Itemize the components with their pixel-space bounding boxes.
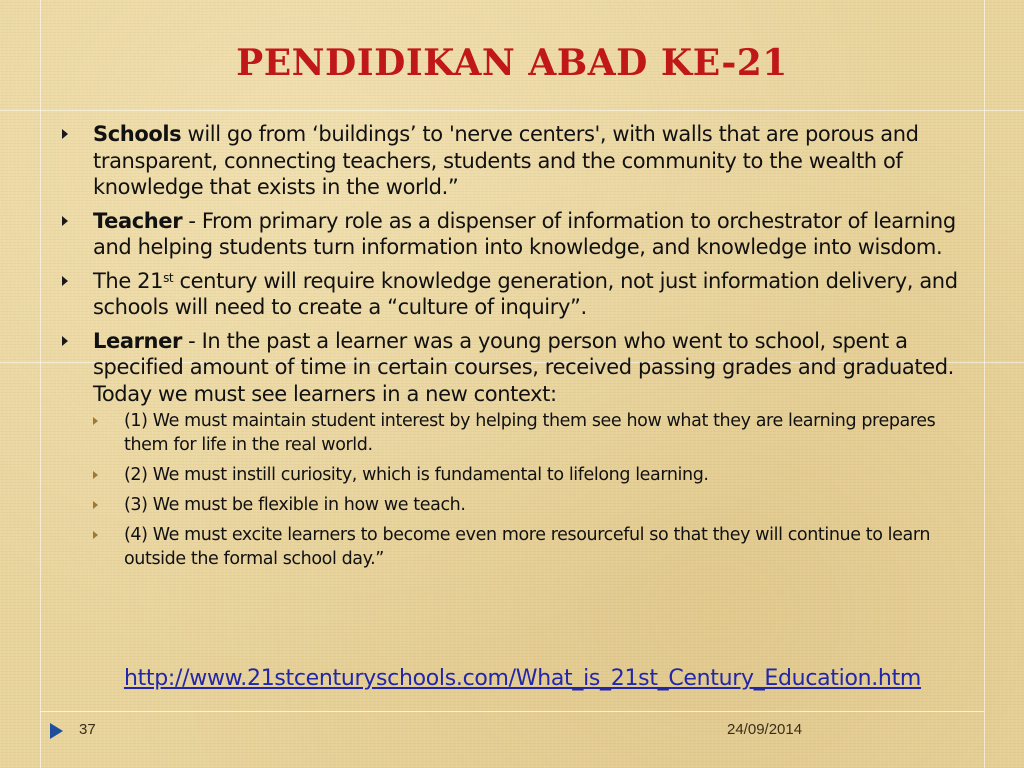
triangle-right-icon xyxy=(62,216,68,226)
background-gridline xyxy=(40,0,41,768)
learner-sublist xyxy=(93,409,972,571)
bullet-text: - In the past a learner was a young person who went to school, spent a specified amount of time in certain courses, received passing grades and graduated. Today we must see learners in a new context: xyxy=(93,328,954,406)
source-link[interactable]: http://www.21stcenturyschools.com/What_is_21st_Century_Education.htm xyxy=(123,666,922,691)
bullet-21st-century xyxy=(62,268,972,321)
sub-bullet-text: (3) We must be flexible in how we teach. xyxy=(124,495,466,515)
slide-date: 24/09/2014 xyxy=(727,721,803,738)
page-number: 37 xyxy=(79,721,96,738)
triangle-right-icon xyxy=(62,336,68,346)
sub-bullet-1 xyxy=(93,409,972,457)
bullet-text-prefix: The 21 xyxy=(93,268,164,293)
bullet-keyword: Schools xyxy=(93,122,182,146)
triangle-right-icon xyxy=(93,531,98,539)
sub-bullet-text: (4) We must excite learners to become even more resourceful so that they will continue to learn outside the formal school day.” xyxy=(124,525,931,569)
bullet-text: century will require knowledge generation, not just information delivery, and schools will need to create a “culture of inquiry”. xyxy=(93,268,958,319)
bullet-text: will go from ‘buildings’ to 'nerve centers', with walls that are porous and transparent, connecting teachers, students and the community to the wealth of knowledge that exists in the world.” xyxy=(93,122,919,199)
triangle-right-icon xyxy=(93,417,98,425)
footer-divider xyxy=(40,711,984,712)
sub-bullet-text: (2) We must instill curiosity, which is fundamental to lifelong learning. xyxy=(124,465,709,485)
bullet-schools xyxy=(62,121,972,201)
bullet-list xyxy=(62,121,972,577)
background-gridline xyxy=(0,110,1024,111)
bullet-text: - From primary role as a dispenser of information to orchestrator of learning and helping students turn information into knowledge, and knowledge into wisdom. xyxy=(93,208,956,259)
background-gridline xyxy=(984,0,985,768)
triangle-right-icon xyxy=(62,129,68,139)
sub-bullet-4 xyxy=(93,523,972,571)
sub-bullet-text: (1) We must maintain student interest by helping them see how what they are learning prepares them for life in the real world. xyxy=(124,411,936,455)
triangle-right-icon xyxy=(93,471,98,479)
bullet-learner xyxy=(62,328,972,408)
triangle-right-icon xyxy=(93,501,98,509)
sub-bullet-3 xyxy=(93,493,972,517)
bullet-keyword: Teacher xyxy=(93,208,183,233)
bullet-keyword: Learner xyxy=(93,328,182,353)
bullet-teacher xyxy=(62,208,972,261)
sub-bullet-2 xyxy=(93,463,972,487)
play-arrow-icon[interactable] xyxy=(50,723,63,739)
triangle-right-icon xyxy=(62,276,68,286)
slide-title: PENDIDIKAN ABAD KE-21 xyxy=(236,42,788,84)
ordinal-superscript: st xyxy=(163,270,174,285)
